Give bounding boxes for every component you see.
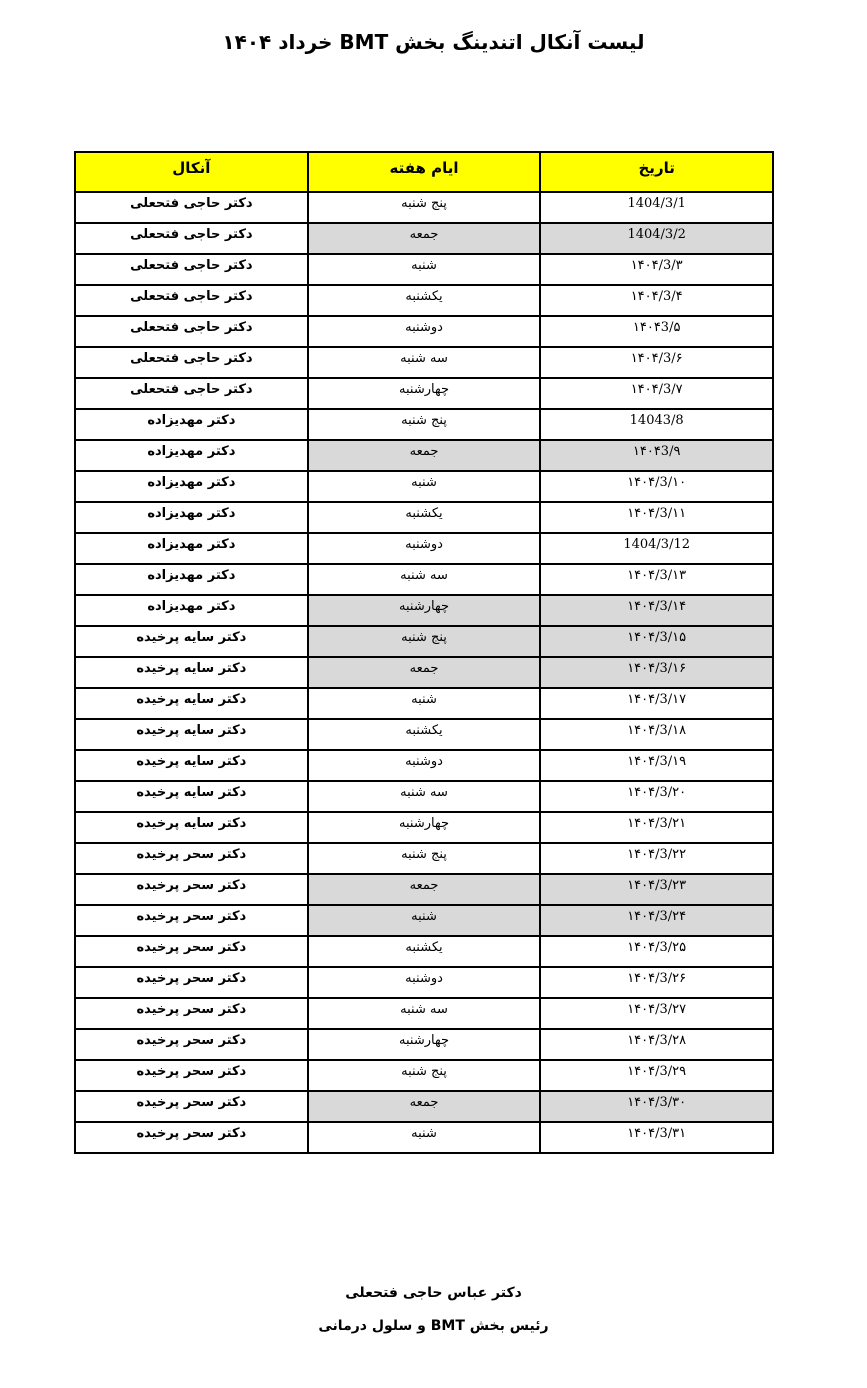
weekday-cell: پنج شنبه	[308, 1060, 541, 1091]
table-row	[75, 657, 773, 688]
oncall-name-cell: دکتر حاجی فتحعلی	[75, 347, 308, 378]
oncall-name-cell: دکتر سحر پرخیده	[75, 967, 308, 998]
weekday-cell: دوشنبه	[308, 750, 541, 781]
oncall-name-cell: دکتر مهدیزاده	[75, 409, 308, 440]
signature-role: رئیس بخش BMT و سلول درمانی	[318, 1318, 549, 1334]
weekday-cell: سه شنبه	[308, 998, 541, 1029]
date-cell: ۱۴۰۴/3/۲۲	[540, 843, 773, 874]
date-cell: ۱۴۰۴/3/۳	[540, 254, 773, 285]
header-weekday: ایام هفته	[308, 152, 541, 192]
date-cell: 1404/3/1	[540, 192, 773, 223]
table-row	[75, 595, 773, 626]
oncall-name-cell: دکتر حاجی فتحعلی	[75, 223, 308, 254]
oncall-name-cell: دکتر سایه پرخیده	[75, 781, 308, 812]
weekday-cell: سه شنبه	[308, 781, 541, 812]
weekday-cell: جمعه	[308, 440, 541, 471]
date-cell: 1404/3/12	[540, 533, 773, 564]
weekday-cell: سه شنبه	[308, 347, 541, 378]
weekday-cell: شنبه	[308, 1122, 541, 1153]
oncall-name-cell: دکتر مهدیزاده	[75, 533, 308, 564]
table-row	[75, 936, 773, 967]
oncall-name-cell: دکتر سحر پرخیده	[75, 905, 308, 936]
date-cell: ۱۴۰۴/3/۱۷	[540, 688, 773, 719]
date-cell: ۱۴۰۴/3/۷	[540, 378, 773, 409]
oncall-name-cell: دکتر سحر پرخیده	[75, 1091, 308, 1122]
weekday-cell: چهارشنبه	[308, 1029, 541, 1060]
weekday-cell: دوشنبه	[308, 316, 541, 347]
date-cell: ۱۴۰۴/3/۶	[540, 347, 773, 378]
table-row	[75, 1029, 773, 1060]
oncall-name-cell: دکتر مهدیزاده	[75, 440, 308, 471]
date-cell: ۱۴۰۴/3/۲۱	[540, 812, 773, 843]
date-cell: ۱۴۰۴/3/۱۵	[540, 626, 773, 657]
table-row	[75, 378, 773, 409]
date-cell: ۱۴۰۴/3/۱۹	[540, 750, 773, 781]
table-row	[75, 1122, 773, 1153]
oncall-name-cell: دکتر سحر پرخیده	[75, 1122, 308, 1153]
table-row	[75, 719, 773, 750]
weekday-cell: دوشنبه	[308, 533, 541, 564]
weekday-cell: جمعه	[308, 657, 541, 688]
weekday-cell: پنج شنبه	[308, 409, 541, 440]
table-row	[75, 688, 773, 719]
date-cell: ۱۴۰۴3/۹	[540, 440, 773, 471]
weekday-cell: یکشنبه	[308, 719, 541, 750]
weekday-cell: پنج شنبه	[308, 192, 541, 223]
date-cell: ۱۴۰۴/3/۲۸	[540, 1029, 773, 1060]
table-row	[75, 905, 773, 936]
weekday-cell: چهارشنبه	[308, 595, 541, 626]
date-cell: ۱۴۰۴/3/۱۱	[540, 502, 773, 533]
table-row	[75, 409, 773, 440]
date-cell: ۱۴۰۴/3/۴	[540, 285, 773, 316]
table-row	[75, 316, 773, 347]
date-cell: ۱۴۰۴/3/۱۰	[540, 471, 773, 502]
table-row	[75, 843, 773, 874]
oncall-name-cell: دکتر مهدیزاده	[75, 471, 308, 502]
date-cell: 14043/8	[540, 409, 773, 440]
weekday-cell: پنج شنبه	[308, 626, 541, 657]
page-title: لیست آنکال اتندینگ بخش BMT خرداد ۱۴۰۴	[222, 30, 645, 54]
date-cell: ۱۴۰۴3/۵	[540, 316, 773, 347]
oncall-schedule-table	[74, 151, 774, 1154]
oncall-name-cell: دکتر سایه پرخیده	[75, 750, 308, 781]
oncall-name-cell: دکتر حاجی فتحعلی	[75, 378, 308, 409]
oncall-name-cell: دکتر مهدیزاده	[75, 564, 308, 595]
oncall-name-cell: دکتر سایه پرخیده	[75, 719, 308, 750]
signature-name: دکتر عباس حاجی فتحعلی	[345, 1285, 522, 1301]
date-cell: ۱۴۰۴/3/۱۴	[540, 595, 773, 626]
weekday-cell: پنج شنبه	[308, 843, 541, 874]
weekday-cell: شنبه	[308, 905, 541, 936]
header-oncall: آنکال	[75, 152, 308, 192]
weekday-cell: جمعه	[308, 1091, 541, 1122]
date-cell: ۱۴۰۴/3/۲۴	[540, 905, 773, 936]
table-row	[75, 347, 773, 378]
weekday-cell: یکشنبه	[308, 285, 541, 316]
oncall-name-cell: دکتر مهدیزاده	[75, 595, 308, 626]
table-row	[75, 564, 773, 595]
table-row	[75, 192, 773, 223]
oncall-name-cell: دکتر سحر پرخیده	[75, 1029, 308, 1060]
table-row	[75, 440, 773, 471]
oncall-name-cell: دکتر سایه پرخیده	[75, 657, 308, 688]
oncall-name-cell: دکتر سایه پرخیده	[75, 688, 308, 719]
oncall-name-cell: دکتر سحر پرخیده	[75, 998, 308, 1029]
header-date: تاریخ	[540, 152, 773, 192]
date-cell: ۱۴۰۴/3/۲۷	[540, 998, 773, 1029]
oncall-name-cell: دکتر سحر پرخیده	[75, 936, 308, 967]
weekday-cell: سه شنبه	[308, 564, 541, 595]
weekday-cell: یکشنبه	[308, 502, 541, 533]
weekday-cell: جمعه	[308, 223, 541, 254]
date-cell: ۱۴۰۴/3/۱۶	[540, 657, 773, 688]
weekday-cell: شنبه	[308, 254, 541, 285]
date-cell: ۱۴۰۴/3/۳۱	[540, 1122, 773, 1153]
table-row	[75, 967, 773, 998]
date-cell: ۱۴۰۴/3/۲۶	[540, 967, 773, 998]
table-row	[75, 1091, 773, 1122]
date-cell: ۱۴۰۴/3/۱۳	[540, 564, 773, 595]
oncall-name-cell: دکتر سایه پرخیده	[75, 626, 308, 657]
weekday-cell: جمعه	[308, 874, 541, 905]
date-cell: 1404/3/2	[540, 223, 773, 254]
date-cell: ۱۴۰۴/3/۲۳	[540, 874, 773, 905]
table-header-row	[75, 152, 773, 192]
table-row	[75, 998, 773, 1029]
table-row	[75, 285, 773, 316]
weekday-cell: چهارشنبه	[308, 378, 541, 409]
table-row	[75, 781, 773, 812]
weekday-cell: چهارشنبه	[308, 812, 541, 843]
oncall-name-cell: دکتر مهدیزاده	[75, 502, 308, 533]
oncall-name-cell: دکتر سحر پرخیده	[75, 874, 308, 905]
table-row	[75, 1060, 773, 1091]
oncall-name-cell: دکتر حاجی فتحعلی	[75, 192, 308, 223]
date-cell: ۱۴۰۴/3/۲۹	[540, 1060, 773, 1091]
table-row	[75, 626, 773, 657]
oncall-name-cell: دکتر حاجی فتحعلی	[75, 285, 308, 316]
date-cell: ۱۴۰۴/3/۳۰	[540, 1091, 773, 1122]
weekday-cell: شنبه	[308, 688, 541, 719]
table-row	[75, 502, 773, 533]
weekday-cell: دوشنبه	[308, 967, 541, 998]
weekday-cell: یکشنبه	[308, 936, 541, 967]
oncall-name-cell: دکتر حاجی فتحعلی	[75, 316, 308, 347]
oncall-name-cell: دکتر سحر پرخیده	[75, 843, 308, 874]
table-row	[75, 254, 773, 285]
date-cell: ۱۴۰۴/3/۲۰	[540, 781, 773, 812]
table-row	[75, 471, 773, 502]
date-cell: ۱۴۰۴/3/۲۵	[540, 936, 773, 967]
table-row	[75, 223, 773, 254]
oncall-name-cell: دکتر سایه پرخیده	[75, 812, 308, 843]
table-row	[75, 812, 773, 843]
oncall-name-cell: دکتر سحر پرخیده	[75, 1060, 308, 1091]
weekday-cell: شنبه	[308, 471, 541, 502]
table-row	[75, 533, 773, 564]
table-row	[75, 750, 773, 781]
oncall-name-cell: دکتر حاجی فتحعلی	[75, 254, 308, 285]
date-cell: ۱۴۰۴/3/۱۸	[540, 719, 773, 750]
table-row	[75, 874, 773, 905]
